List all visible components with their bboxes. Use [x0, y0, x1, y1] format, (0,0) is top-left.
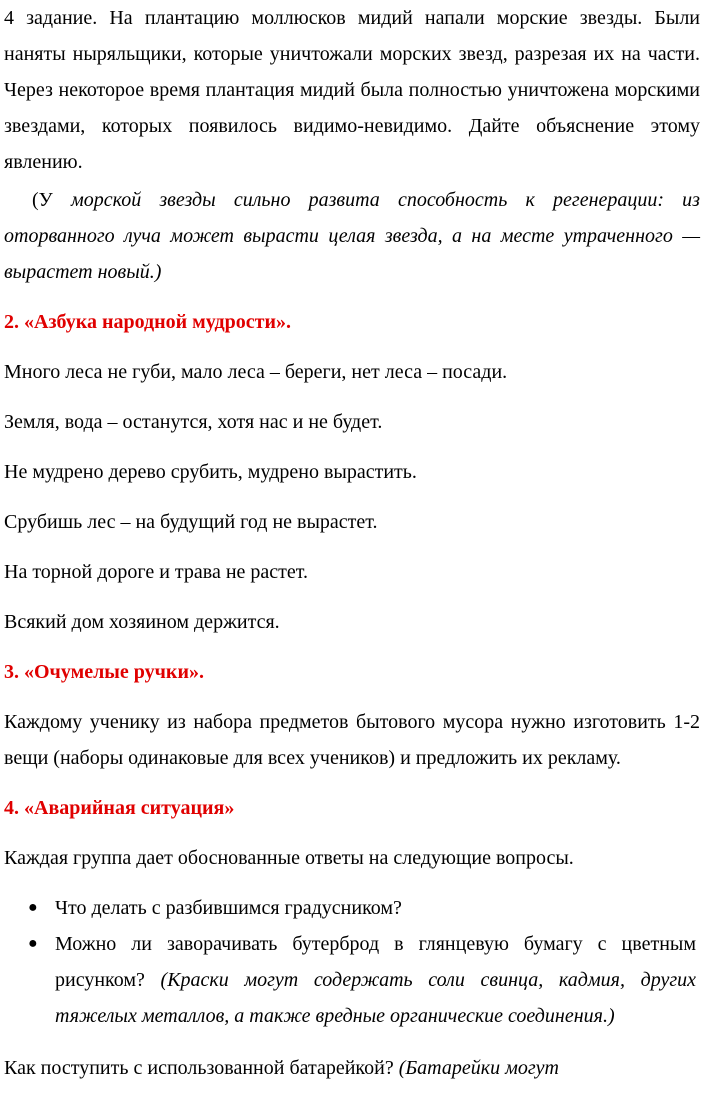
question-text: Что делать с разбившимся градусником? [55, 897, 402, 919]
question-answer: (Краски могут содержать соли свинца, кадмия, других тяжелых металлов, а также вредные органические соединения.) [55, 969, 697, 1027]
bullet-icon: ● [28, 935, 38, 952]
proverb: Всякий дом хозяином держится. [4, 611, 280, 633]
section4-intro: Каждая группа дает обоснованные ответы на следующие вопросы. [4, 847, 574, 869]
section2-heading: 2. «Азбука народной мудрости». [4, 311, 292, 333]
list-item [4, 926, 700, 1034]
last-question [4, 1050, 700, 1086]
proverb: Земля, вода – останутся, хотя нас и не будет. [4, 411, 383, 433]
section4-heading: 4. «Аварийная ситуация» [4, 797, 235, 819]
last-question-answer: (Батарейки могут [398, 1057, 559, 1079]
proverb: Срубишь лес – на будущий год не вырастет. [4, 511, 378, 533]
question-list [4, 890, 700, 1034]
task4-answer-open: (У [32, 189, 71, 211]
task4-answer [4, 182, 700, 290]
list-item [4, 890, 700, 926]
section3-heading: 3. «Очумелые ручки». [4, 661, 204, 683]
section3-text: Каждому ученику из набора предметов бытового мусора нужно изготовить 1-2 вещи (наборы одинаковые для всех учеников) и предложить их рекламу. [4, 711, 700, 769]
task4-paragraph: 4 задание. На плантацию моллюсков мидий напали морские звезды. Были наняты ныряльщики, которые уничтожали морских звезд, разрезая их на части. Через некоторое время плантация мидий была полностью уничтожена морскими звездами, которых появилось видимо-невидимо. Дайте объяснение этому явлению. [4, 7, 700, 173]
proverb: На торной дороге и трава не растет. [4, 561, 309, 583]
proverb: Много леса не губи, мало леса – береги, нет леса – посади. [4, 361, 508, 383]
last-question-text: Как поступить с использованной батарейкой? [4, 1057, 399, 1079]
question-text: Можно ли заворачивать бутерброд в глянцевую бумагу с цветным рисунком? [55, 933, 696, 991]
bullet-icon: ● [28, 899, 38, 916]
task4-answer-italic: морской звезды сильно развита способность к регенерации: из оторванного луча может вырасти целая звезда, а на месте утраченного — вырастет новый.) [4, 189, 700, 283]
proverb: Не мудрено дерево срубить, мудрено вырастить. [4, 461, 417, 483]
